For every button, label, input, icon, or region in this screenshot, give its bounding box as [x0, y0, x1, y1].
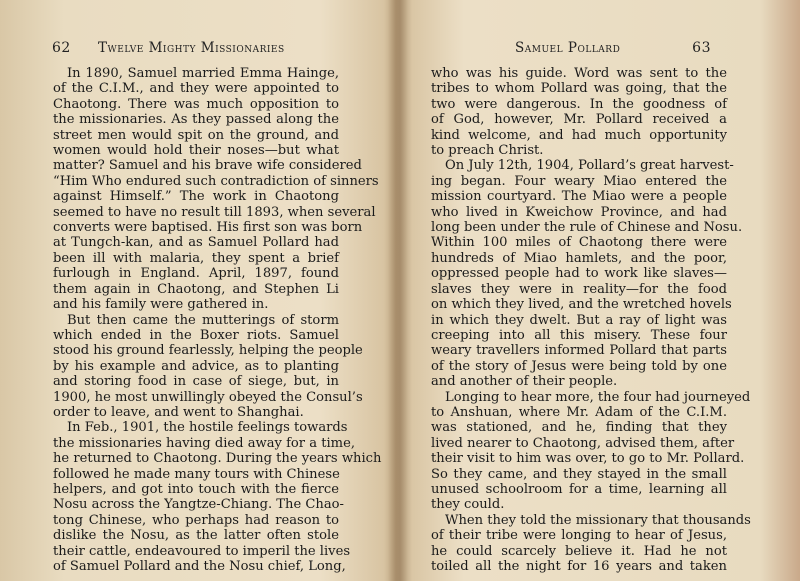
- text-line: lived nearer to Chaotong, advised them, after: [431, 435, 735, 451]
- right-page-text: [431, 66, 751, 574]
- text-line: ing began. Four weary Miao entered the: [431, 173, 727, 189]
- text-line: women would hold their noses—but what: [53, 143, 339, 159]
- text-line: When they told the missionary that thousands: [445, 512, 751, 528]
- left-page: [0, 0, 395, 581]
- text-line: was stationed, and he, finding that they: [431, 420, 727, 436]
- text-line: unused schoolroom for a time, learning all: [431, 481, 727, 497]
- left-page-text: [53, 66, 382, 574]
- text-line: tribes to whom Pollard was going, that the: [431, 81, 727, 97]
- text-line: on which they lived, and the wretched hovels: [431, 297, 732, 313]
- right-page: [405, 0, 800, 581]
- text-line: at Tungch-kan, and as Samuel Pollard had: [53, 235, 339, 251]
- text-line: against Himself.” The work in Chaotong: [53, 189, 339, 205]
- text-line: to Anshuan, where Mr. Adam of the C.I.M.: [431, 404, 727, 420]
- text-line: by his example and advice, as to planting: [53, 358, 339, 374]
- text-line: them again in Chaotong, and Stephen Li: [53, 281, 339, 297]
- text-line: of God, however, Mr. Pollard received a: [431, 112, 727, 128]
- text-line: helpers, and got into touch with the fierce: [53, 481, 339, 497]
- text-line: been ill with malaria, they spent a brief: [53, 250, 339, 266]
- text-line: weary travellers informed Pollard that parts: [431, 343, 727, 359]
- text-line: of the C.I.M., and they were appointed to: [53, 81, 339, 97]
- text-line: he returned to Chaotong. During the years which: [53, 451, 382, 467]
- text-line: he could scarcely believe it. Had he not: [431, 543, 727, 559]
- text-line: mission courtyard. The Miao were a people: [431, 189, 727, 205]
- text-line: followed he made many tours with Chinese: [53, 466, 340, 482]
- text-line: street men would spit on the ground, and: [53, 127, 339, 143]
- text-line: kind welcome, and had much opportunity: [431, 127, 727, 143]
- text-line: and his family were gathered in.: [53, 297, 269, 313]
- text-line: Chaotong. There was much opposition to: [53, 96, 339, 112]
- text-line: of Samuel Pollard and the Nosu chief, Long,: [53, 559, 346, 574]
- text-line: toiled all the night for 16 years and taken: [431, 559, 727, 574]
- text-line: converts were baptised. His first son was born: [53, 220, 363, 236]
- text-line: furlough in England. April, 1897, found: [53, 266, 339, 282]
- text-line: of their tribe were longing to hear of Jesus,: [431, 528, 727, 544]
- text-line: So they came, and they stayed in the small: [431, 466, 727, 482]
- text-line: “Him Who endured such contradiction of sinners: [53, 173, 379, 189]
- text-line: On July 12th, 1904, Pollard’s great harvest-: [445, 158, 734, 174]
- text-line: But then came the mutterings of storm: [67, 312, 339, 328]
- text-line: two were dangerous. In the goodness of: [431, 96, 727, 112]
- text-line: in which they dwelt. But a ray of light was: [431, 312, 727, 328]
- text-line: and another of their people.: [431, 374, 618, 390]
- text-line: oppressed people had to work like slaves—: [431, 266, 727, 282]
- left-running-title: Twelve Mighty Missionaries: [98, 40, 285, 56]
- text-line: long been under the rule of Chinese and Nosu.: [431, 220, 743, 236]
- text-line: hundreds of Miao hamlets, and the poor,: [431, 250, 727, 266]
- text-line: In 1890, Samuel married Emma Hainge,: [67, 66, 339, 81]
- text-line: to preach Christ.: [431, 143, 544, 159]
- text-line: the missionaries. As they passed along the: [53, 112, 339, 128]
- text-line: their visit to him was over, to go to Mr. Pollard.: [431, 451, 745, 467]
- text-line: Within 100 miles of Chaotong there were: [431, 235, 727, 251]
- text-line: stood his ground fearlessly, helping the people: [53, 343, 363, 359]
- text-line: which ended in the Boxer riots. Samuel: [53, 327, 339, 343]
- text-line: their cattle, endeavoured to imperil the lives: [53, 543, 351, 559]
- text-line: dislike the Nosu, as the latter often stole: [53, 528, 339, 544]
- text-line: tong Chinese, who perhaps had reason to: [53, 512, 339, 528]
- text-line: who was his guide. Word was sent to the: [431, 66, 727, 81]
- text-line: order to leave, and went to Shanghai.: [53, 404, 304, 420]
- text-line: 1900, he most unwillingly obeyed the Consul’s: [53, 389, 363, 405]
- text-line: of the story of Jesus were being told by one: [431, 358, 727, 374]
- text-line: creeping into all this misery. These four: [431, 327, 727, 343]
- right-page-number: 63: [692, 40, 711, 56]
- text-line: seemed to have no result till 1893, when several: [53, 204, 376, 220]
- text-line: Nosu across the Yangtze-Chiang. The Chao-: [53, 497, 344, 513]
- left-page-number: 62: [52, 40, 71, 56]
- text-line: matter? Samuel and his brave wife considered: [53, 158, 362, 174]
- text-line: who lived in Kweichow Province, and had: [431, 204, 727, 220]
- right-running-title: Samuel Pollard: [515, 40, 621, 56]
- text-line: Longing to hear more, the four had journeyed: [445, 389, 751, 405]
- text-line: and storing food in case of siege, but, in: [53, 374, 339, 390]
- text-line: the missionaries having died away for a time,: [53, 435, 355, 451]
- text-line: slaves they were in reality—for the food: [431, 281, 727, 297]
- text-line: In Feb., 1901, the hostile feelings towards: [67, 420, 348, 436]
- text-line: they could.: [431, 497, 505, 513]
